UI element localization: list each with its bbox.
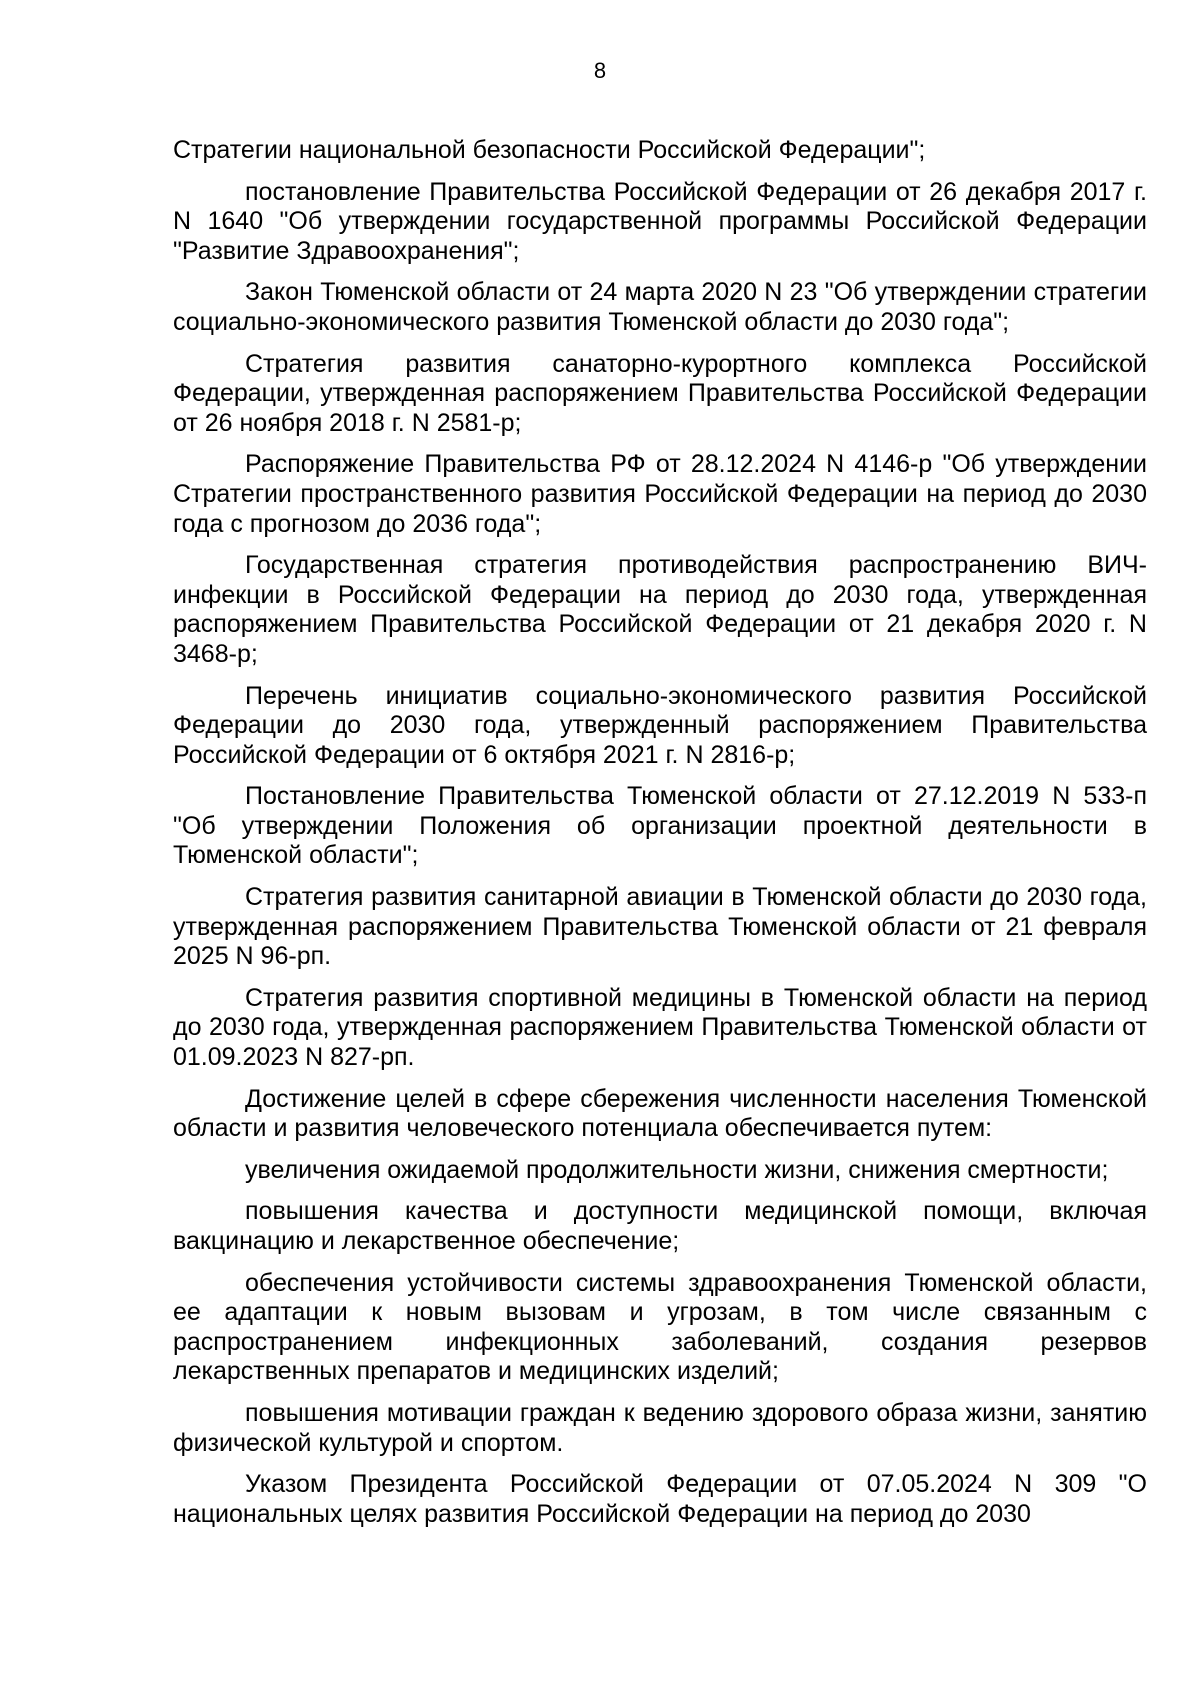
paragraph: Стратегии национальной безопасности Российской Федерации";	[173, 136, 926, 164]
paragraph: постановление Правительства Российской Федерации от 26 декабря 2017 г. N 1640 "Об утверждении государственной программы Российской Федерации "Развитие Здравоохранения";	[173, 177, 1147, 265]
page-number: 8	[593, 58, 607, 83]
paragraph: увеличения ожидаемой продолжительности жизни, снижения смертности;	[245, 1155, 1109, 1184]
paragraph: Государственная стратегия противодействия распространению ВИЧ-инфекции в Российской Федерации на период до 2030 года, утвержденная распоряжением Правительства Российской Федерации от 21 декабря 2020 г. N 3468-р;	[173, 551, 1147, 668]
paragraph: Достижение целей в сфере сбережения численности населения Тюменской области и развития человеческого потенциала обеспечивается путем:	[173, 1084, 1147, 1143]
paragraph: Стратегия развития санитарной авиации в Тюменской области до 2030 года, утвержденная распоряжением Правительства Тюменской области от 21 февраля 2025 N 96-рп.	[173, 883, 1147, 971]
paragraph: Стратегия развития санаторно-курортного комплекса Российской Федерации, утвержденная распоряжением Правительства Российской Федерации от 26 ноября 2018 г. N 2581-р;	[173, 349, 1147, 437]
paragraph: Распоряжение Правительства РФ от 28.12.2024 N 4146-р "Об утверждении Стратегии пространственного развития Российской Федерации на период до 2030 года с прогнозом до 2036 года";	[173, 450, 1147, 538]
paragraph: Закон Тюменской области от 24 марта 2020 N 23 "Об утверждении стратегии социально-экономического развития Тюменской области до 2030 года";	[173, 278, 1147, 336]
paragraph: повышения качества и доступности медицинской помощи, включая вакцинацию и лекарственное обеспечение;	[173, 1197, 1147, 1255]
paragraph: повышения мотивации граждан к ведению здорового образа жизни, занятию физической культурой и спортом.	[173, 1398, 1147, 1457]
paragraph: обеспечения устойчивости системы здравоохранения Тюменской области, ее адаптации к новым вызовам и угрозам, в том числе связанным с распространением инфекционных заболеваний, создания резервов лекарственных препаратов и медицинских изделий;	[173, 1268, 1147, 1386]
paragraph: Постановление Правительства Тюменской области от 27.12.2019 N 533-п "Об утверждении Положения об организации проектной деятельности в Тюменской области";	[173, 782, 1147, 870]
paragraph: Стратегия развития спортивной медицины в Тюменской области на период до 2030 года, утвержденная распоряжением Правительства Тюменской области от 01.09.2023 N 827-рп.	[173, 983, 1147, 1072]
paragraph: Перечень инициатив социально-экономического развития Российской Федерации до 2030 года, утвержденный распоряжением Правительства Российской Федерации от 6 октября 2021 г. N 2816-р;	[173, 681, 1147, 769]
document-body	[173, 136, 1147, 1529]
paragraph: Указом Президента Российской Федерации от 07.05.2024 N 309 "О национальных целях развития Российской Федерации на период до 2030	[173, 1470, 1147, 1528]
